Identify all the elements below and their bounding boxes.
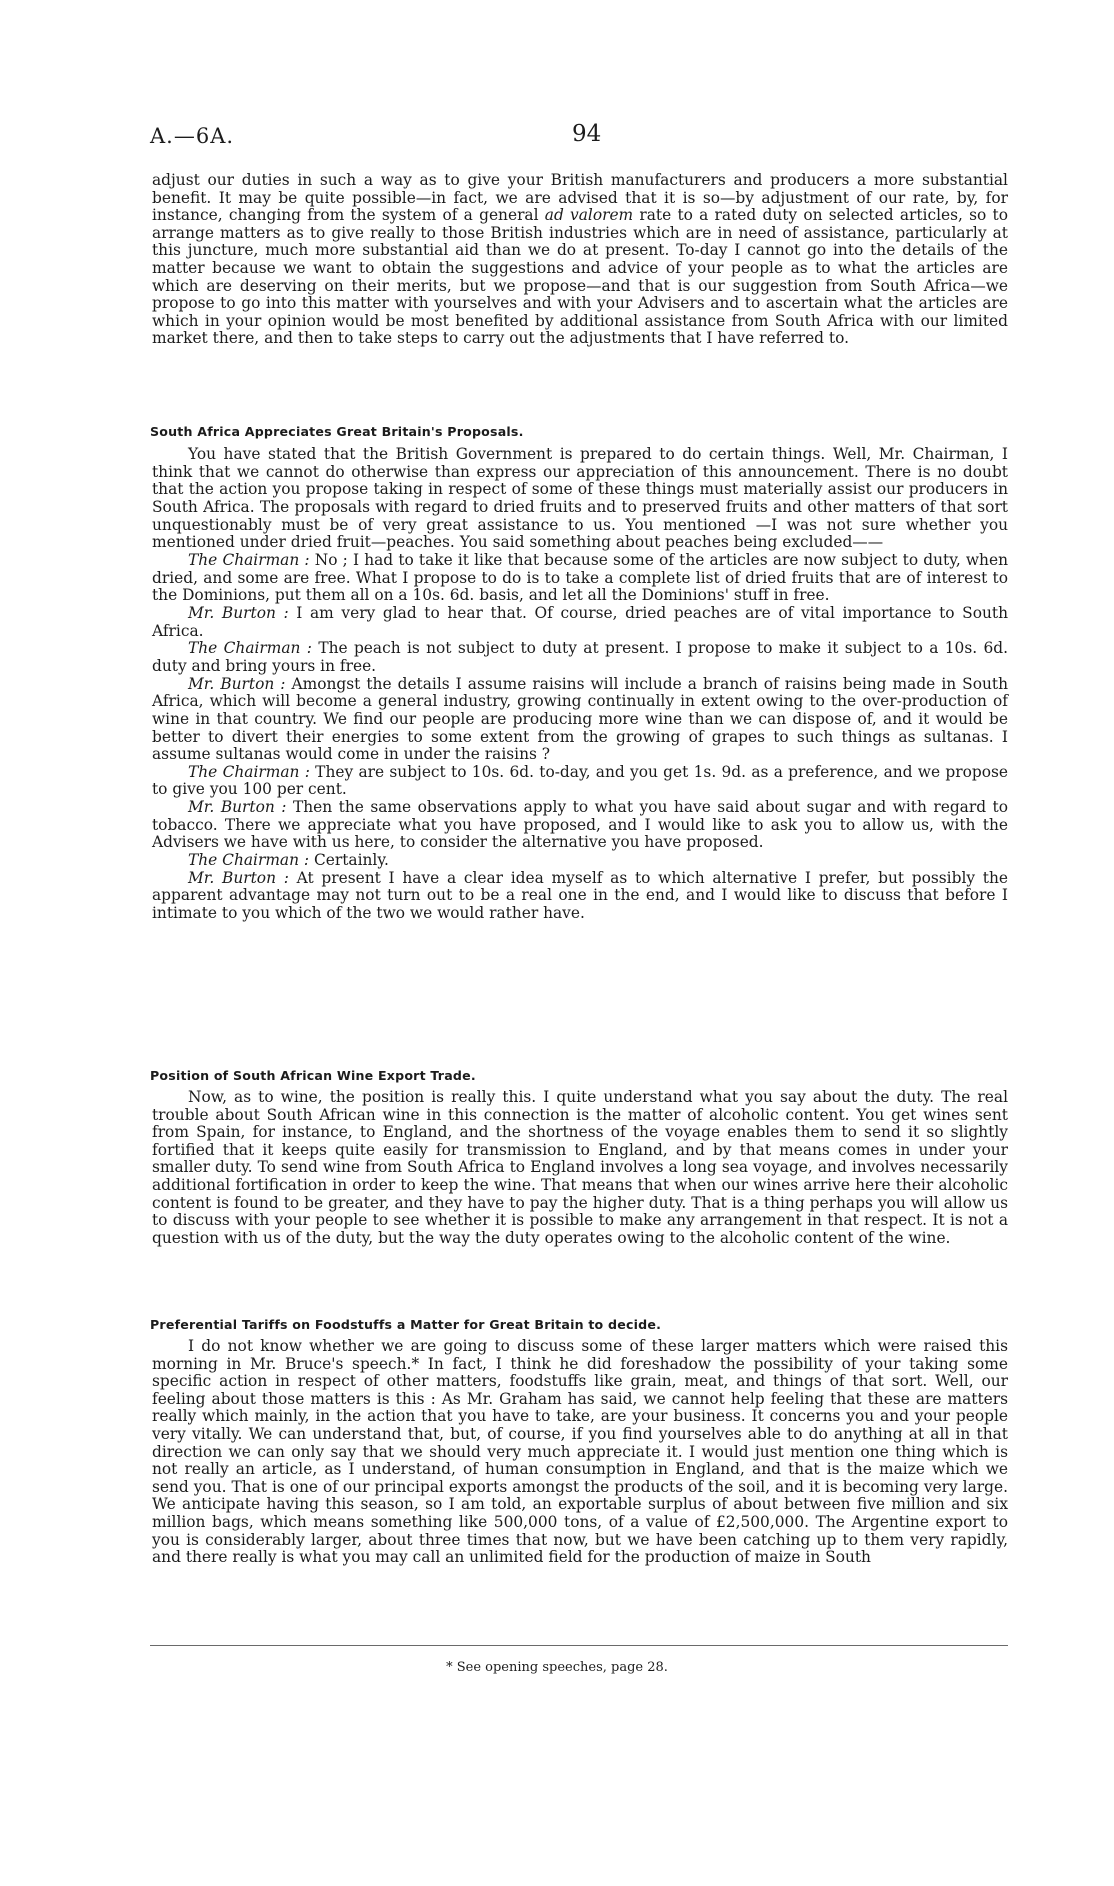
dialogue-line: The Chairman : Certainly. (188, 851, 389, 870)
dialogue-line: Mr. Burton : Amongst the details I assume raisins will include a branch of raisins being made in South Africa, which will become a general industry, growing continually in extent owing to the over-production of wine in that country. We find our people are producing more wine than we can dispose of, and it would be better to divert their energies to some extent from the growing of grapes to such things as sultanas. I assume sultanas would come in under the raisins ? (152, 674, 1008, 764)
paragraph: Now, as to wine, the position is really this. I quite understand what you say about the duty. The real trouble about South African wine in this connection is the matter of alcoholic content. You get wines sent from Spain, for instance, to England, and the shortness of the voyage enables them to send it so slightly fortified that it keeps quite easily for transmission to England, and by that means comes in under your smaller duty. To send wine from South Africa to England involves a long sea voyage, and involves necessarily additional fortification in order to keep the wine. That means that when our wines arrive here their alcoholic content is found to be greater, and they have to pay the higher duty. That is a thing perhaps you will allow us to discuss with your people to see whether it is possible to make any arrangement in that respect. It is not a question with us of the duty, but the way the duty operates owing to the alcoholic content of the wine. (152, 1088, 1008, 1247)
section-heading: Position of South African Wine Export Trade. (150, 1068, 476, 1083)
speaker-name: The Chairman : (188, 762, 310, 781)
speaker-name: Mr. Burton : (188, 674, 286, 693)
speaker-name: Mr. Burton : (188, 868, 289, 887)
section-body (152, 446, 1008, 923)
footnote-divider (150, 1645, 1008, 1646)
dialogue-line: Mr. Burton : At present I have a clear idea myself as to which alternative I prefer, but possibly the apparent advantage may not turn out to be a real one in the end, and I would like to discuss that before I intimate to you which of the two we would rather have. (152, 868, 1009, 923)
document-reference: A.—6A. (150, 124, 235, 148)
speaker-name: Mr. Burton : (188, 798, 287, 817)
section-heading: Preferential Tariffs on Foodstuffs a Matter for Great Britain to decide. (150, 1317, 662, 1332)
paragraph: adjust our duties in such a way as to give your British manufacturers and producers a more substantial benefit. It may be quite possible—in fact, we are advised that it is so—by adjustment of our rate, by, for instance, changing from the system of a general ad valorem rate to a rated duty on selected articles, so to arrange matters as to give really to those British industries which are in need of assistance, particularly at this juncture, much more substantial aid than we do at present. To-day I cannot go into the details of the matter because we want to obtain the suggestions and advice of your people as to what the articles are which are deserving on their merits, but we propose—and that is our suggestion from South Africa—we propose to go into this matter with yourselves and with your Advisers and to ascertain what the articles are which in your opinion would be most benefited by additional assistance from South Africa with our limited market there, and then to take steps to carry out the adjustments that I have referred to. (152, 171, 1008, 348)
page-number: 94 (572, 121, 602, 147)
dialogue-line: The Chairman : They are subject to 10s. 6d. to-day, and you get 1s. 9d. as a preference, and we propose to give you 100 per cent. (152, 762, 1008, 799)
dialogue-line: Mr. Burton : Then the same observations apply to what you have said about sugar and with regard to tobacco. There we appreciate what you have proposed, and I would like to ask you to allow us, with the Advisers we have with us here, to consider the alternative you have proposed. (152, 798, 1009, 852)
speaker-name: The Chairman : (188, 550, 310, 569)
dialogue-line: The Chairman : No ; I had to take it like that because some of the articles are now subject to duty, when dried, and some are free. What I propose to do is to take a complete list of dried fruits that are of interest to the Dominions, put them all on a 10s. 6d. basis, and let all the Dominions' stuff in free. (152, 550, 1008, 605)
dialogue-line: Mr. Burton : I am very glad to hear that. Of course, dried peaches are of vital importance to South Africa. (152, 603, 1008, 640)
dialogue-line: The Chairman : The peach is not subject to duty at present. I propose to make it subject to a 10s. 6d. duty and bring yours in free. (152, 639, 1008, 675)
speaker-name: The Chairman : (188, 851, 310, 870)
section-body (152, 1338, 1008, 1567)
footnote: * See opening speeches, page 28. (446, 1660, 668, 1675)
speaker-name: The Chairman : (188, 639, 312, 658)
section-body (152, 1089, 1008, 1247)
latin-phrase: ad valorem (544, 206, 634, 225)
paragraph: You have stated that the British Government is prepared to do certain things. Well, Mr. Chairman, I think that we cannot do otherwise than express our appreciation of this announcement. There is no doubt that the action you propose taking in respect of some of these things must materially assist our producers in South Africa. The proposals with regard to dried fruits and to preserved fruits and other matters of that sort unquestionably must be of very great assistance to us. You mentioned —I was not sure whether you mentioned under dried fruit—peaches. You said something about peaches being excluded—— (152, 445, 1008, 552)
opening-paragraph-block (152, 172, 1008, 348)
paragraph: I do not know whether we are going to discuss some of these larger matters which were raised this morning in Mr. Bruce's speech.* In fact, I think he did foreshadow the possibility of your taking some specific action in respect of other matters, foodstuffs like grain, meat, and things of that sort. Well, our feeling about those matters is this : As Mr. Graham has said, we cannot help feeling that these are matters really which mainly, in the action that you have to take, are your business. It concerns you and your people very vitally. We can understand that, but, of course, if you find yourselves able to do anything at all in that direction we can only say that we should very much appreciate it. I would just mention one thing which is not really an article, as I understand, of human consumption in England, and that is the maize which we send you. That is one of our principal exports amongst the products of the soil, and it is becoming very large. We anticipate having this season, so I am told, an exportable surplus of about between five million and six million bags, which means something like 500,000 tons, of a value of £2,500,000. The Argentine export to you is considerably larger, about three times that now, but we have been catching up to them very rapidly, and there really is what you may call an unlimited field for the production of maize in South (152, 1337, 1008, 1567)
speaker-name: Mr. Burton : (188, 603, 289, 622)
section-heading: South Africa Appreciates Great Britain's Proposals. (150, 424, 524, 439)
